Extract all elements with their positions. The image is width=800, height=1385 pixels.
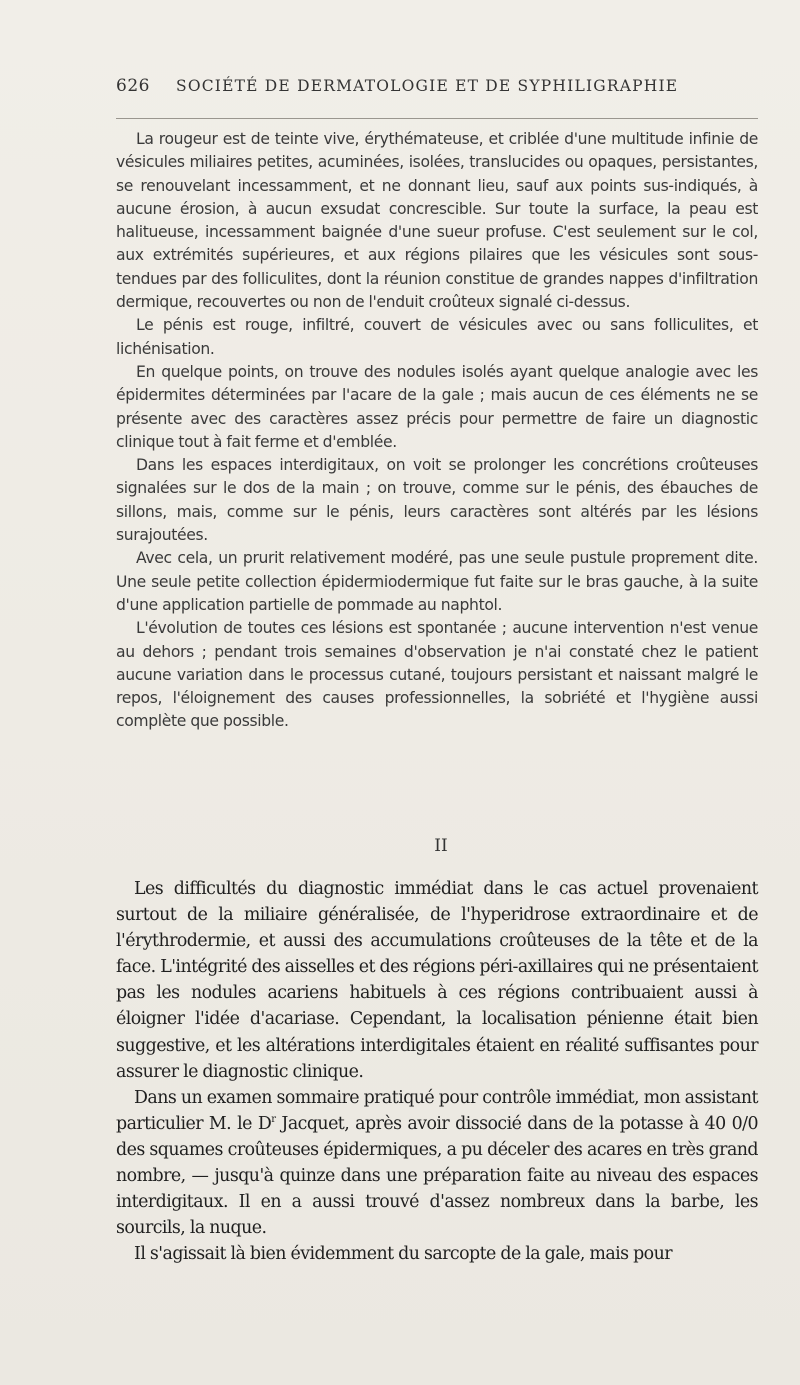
paragraph: Le pénis est rouge, infiltré, couvert de vésicules avec ou sans folliculites, et lichénisation.: [116, 316, 758, 358]
paragraph: La rougeur est de teinte vive, érythémateuse, et criblée d'une multitude infinie de vésicules miliaires petites, acuminées, isolées, translucides ou opaques, persistantes, se renouvelant incessamment, et ne donnant lieu, sauf aux points sus-indiqués, à aucune érosion, à aucun exsudat concrescible. Sur toute la surface, la peau est halitueuse, incessamment baignée d'une sueur profuse. C'est seulement sur le col, aux extrémités supérieures, et aux régions pilaires que les vésicules sont sous-tendues par des folliculites, dont la réunion constitue de grandes nappes d'infiltration dermique, recouvertes ou non de l'enduit croûteux signalé ci-dessus.: [116, 130, 758, 312]
running-header: [116, 76, 756, 100]
paragraph: [116, 1085, 758, 1242]
paragraph-text: Dans un examen sommaire pratiqué pour contrôle immédiat, mon assistant particulier M. le D: [116, 1087, 758, 1134]
paragraph-text: Jacquet, après avoir dissocié dans de la potasse à 40 0/0 des squames croûteuses épidermiques, a pu déceler des acares en très grand nombre, — jusqu'à quinze dans une préparation faite au niveau des espaces interdigitaux. Il en a aussi trouvé d'assez nombreux dans la barbe, les sourcils, la nuque.: [116, 1113, 758, 1239]
diagnosis-section: [116, 876, 758, 1267]
paragraph: Il s'agissait là bien évidemment du sarcopte de la gale, mais pour: [134, 1244, 673, 1265]
paragraph: Avec cela, un prurit relativement modéré, pas une seule pustule proprement dite. Une seule petite collection épidermiodermique fut faite sur le bras gauche, à la suite d'une application partielle de pommade au naphtol.: [116, 549, 758, 614]
paragraph: Dans les espaces interdigitaux, on voit se prolonger les concrétions croûteuses signalées sur le dos de la main ; on trouve, comme sur le pénis, des ébauches de sillons, mais, comme sur le pénis, leurs caractères sont altérés par les lésions surajoutées.: [116, 456, 758, 545]
paragraph: L'évolution de toutes ces lésions est spontanée ; aucune intervention n'est venue au dehors ; pendant trois semaines d'observation je n'ai constaté chez le patient aucune variation dans le processus cutané, toujours persistant et naissant malgré le repos, l'éloignement des causes professionnelles, la sobriété et l'hygiène aussi complète que possible.: [116, 619, 758, 731]
running-title: SOCIÉTÉ DE DERMATOLOGIE ET DE SYPHILIGRAPHIE: [176, 77, 679, 95]
paragraph: En quelque points, on trouve des nodules isolés ayant quelque analogie avec les épidermites déterminées par l'acare de la gale ; mais aucun de ces éléments ne se présente avec des caractères assez précis pour permettre de faire un diagnostic clinique tout à fait ferme et d'emblée.: [116, 362, 758, 451]
header-rule: [116, 118, 758, 119]
superscript: r: [271, 1114, 276, 1126]
section-heading: II: [434, 836, 448, 856]
paragraph: Les difficultés du diagnostic immédiat dans le cas actuel provenaient surtout de la miliaire généralisée, de l'hyperidrose extraordinaire et de l'érythrodermie, et aussi des accumulations croûteuses de la tête et de la face. L'intégrité des aisselles et des régions péri-axillaires qui ne présentaient pas les nodules acariens habituels à ces régions contribuaient aussi à éloigner l'idée d'acariase. Cependant, la localisation pénienne était bien suggestive, et les altérations interdigitales étaient en réalité suffisantes pour assurer le diagnostic clinique.: [116, 879, 758, 1082]
page-number: 626: [116, 76, 150, 96]
case-description: [116, 128, 758, 734]
